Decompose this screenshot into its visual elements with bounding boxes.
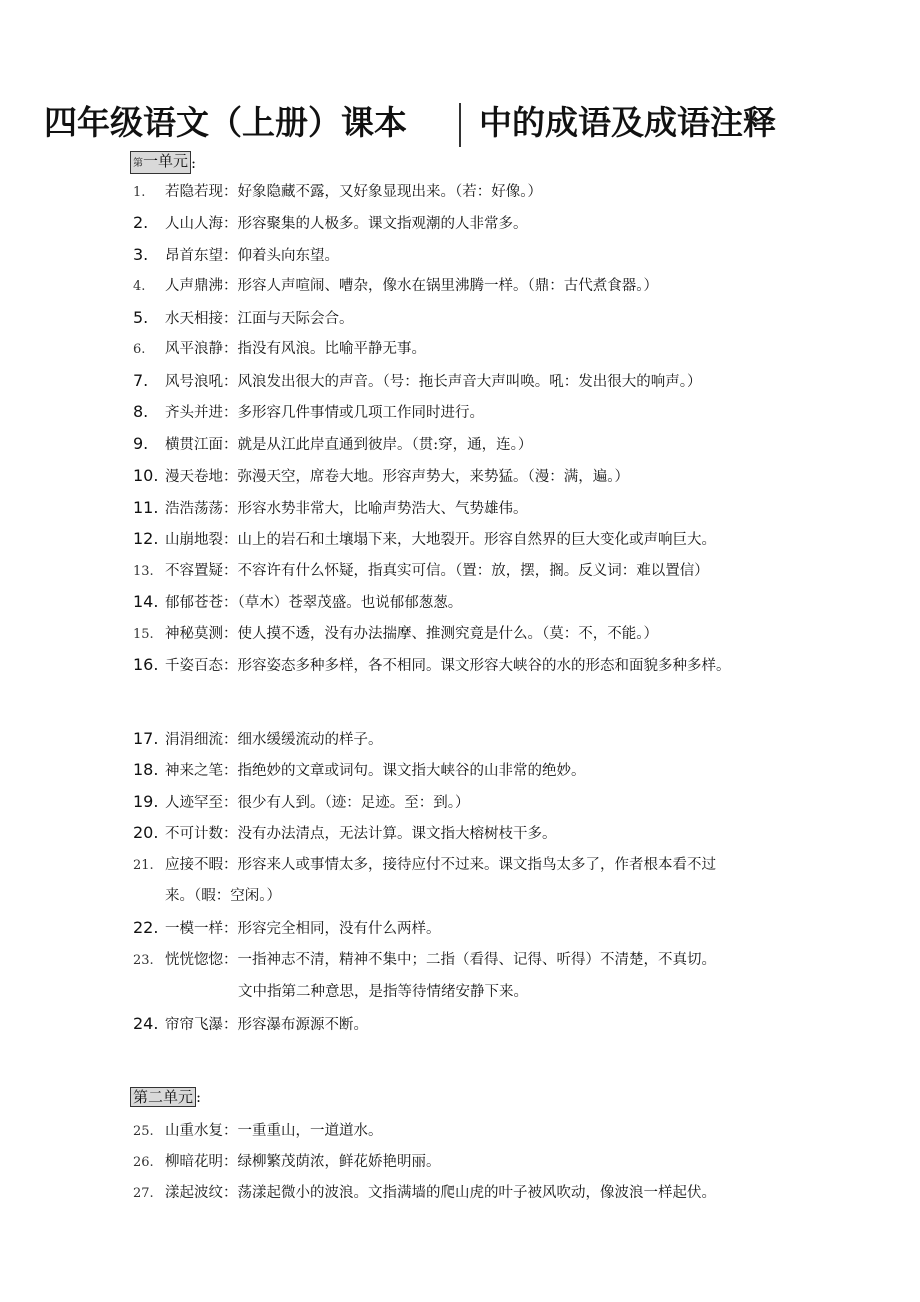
unit-label-2: 第二单元 (130, 1087, 196, 1107)
title-left: 四年级语文（上册）课本 (44, 103, 407, 142)
idiom-item: 1. 若隐若现：好象隐藏不露，又好象显现出来。（若：好像。） (133, 184, 542, 200)
idiom-item: 10. 漫天卷地：弥漫天空，席卷大地。形容声势大，来势猛。（漫：满，遍。） (133, 466, 629, 485)
idiom-item: 11. 浩浩荡荡：形容水势非常大，比喻声势浩大、气势雄伟。 (133, 498, 528, 517)
document-title (44, 101, 884, 149)
idiom-item: 25. 山重水复：一重重山，一道道水。 (133, 1123, 383, 1139)
idiom-item: 14. 郁郁苍苍：（草木）苍翠茂盛。也说郁郁葱葱。 (133, 592, 463, 611)
idiom-item: 22. 一模一样：形容完全相同，没有什么两样。 (133, 918, 441, 937)
idiom-item: 2. 人山人海：形容聚集的人极多。课文指观潮的人非常多。 (133, 213, 528, 232)
idiom-item: 21. 应接不暇：形容来人或事情太多，接待应付不过来。课文指鸟太多了，作者根本看不过 (133, 857, 716, 873)
idiom-item: 12. 山崩地裂：山上的岩石和土壤塌下来，大地裂开。形容自然界的巨大变化或声响巨大。 (133, 529, 716, 548)
unit-label-1: 第一单元 (130, 151, 191, 174)
idiom-item: 15. 神秘莫测：使人摸不透，没有办法揣摩、推测究竟是什么。（莫：不，不能。） (133, 626, 658, 642)
idiom-item: 9. 横贯江面：就是从江此岸直通到彼岸。（贯:穿，通，连。） (133, 434, 533, 453)
unit-heading-1: 第一单元 : (130, 151, 196, 174)
idiom-item: 3. 昂首东望：仰着头向东望。 (133, 245, 339, 264)
idiom-item: 5. 水天相接：江面与天际会合。 (133, 308, 354, 327)
idiom-item: 6. 风平浪静：指没有风浪。比喻平静无事。 (133, 341, 426, 357)
idiom-item: 27. 漾起波纹：荡漾起微小的波浪。文指满墙的爬山虎的叶子被风吹动，像波浪一样起伏。 (133, 1185, 716, 1201)
idiom-item: 20. 不可计数：没有办法清点，无法计算。课文指大榕树枝干多。 (133, 823, 557, 842)
idiom-item: 7. 风号浪吼：风浪发出很大的声音。（号：拖长声音大声叫唤。吼：发出很大的响声。） (133, 371, 702, 390)
unit-heading-2: 第二单元 : (130, 1087, 201, 1107)
idiom-item: 13. 不容置疑：不容许有什么怀疑，指真实可信。（置：放，摆，搁。反义词：难以置信） (133, 563, 709, 579)
idiom-item-continuation: 文中指第二种意思，是指等待情绪安静下来。 (238, 984, 528, 1000)
idiom-item: 19. 人迹罕至：很少有人到。（迹：足迹。至：到。） (133, 792, 470, 811)
idiom-item-continuation: 来。（暇：空闲。） (165, 888, 281, 904)
idiom-item: 8. 齐头并进：多形容几件事情或几项工作同时进行。 (133, 402, 484, 421)
idiom-item: 4. 人声鼎沸：形容人声喧闹、嘈杂，像水在锅里沸腾一样。（鼎：古代煮食器。） (133, 278, 658, 294)
idiom-item: 26. 柳暗花明：绿柳繁茂荫浓，鲜花娇艳明丽。 (133, 1154, 441, 1170)
idiom-item: 17. 涓涓细流：细水缓缓流动的样子。 (133, 729, 383, 748)
idiom-item: 18. 神来之笔：指绝妙的文章或词句。课文指大峡谷的山非常的绝妙。 (133, 760, 586, 779)
title-divider (459, 103, 461, 147)
idiom-item: 23. 恍恍惚惚：一指神志不清，精神不集中；二指（看得、记得、听得）不清楚，不真切。 (133, 952, 716, 968)
idiom-item: 24. 帘帘飞瀑：形容瀑布源源不断。 (133, 1014, 368, 1033)
title-right: 中的成语及成语注释 (479, 103, 776, 142)
idiom-item: 16. 千姿百态：形容姿态多种多样，各不相同。课文形容大峡谷的水的形态和面貌多种多样。 (133, 655, 731, 674)
